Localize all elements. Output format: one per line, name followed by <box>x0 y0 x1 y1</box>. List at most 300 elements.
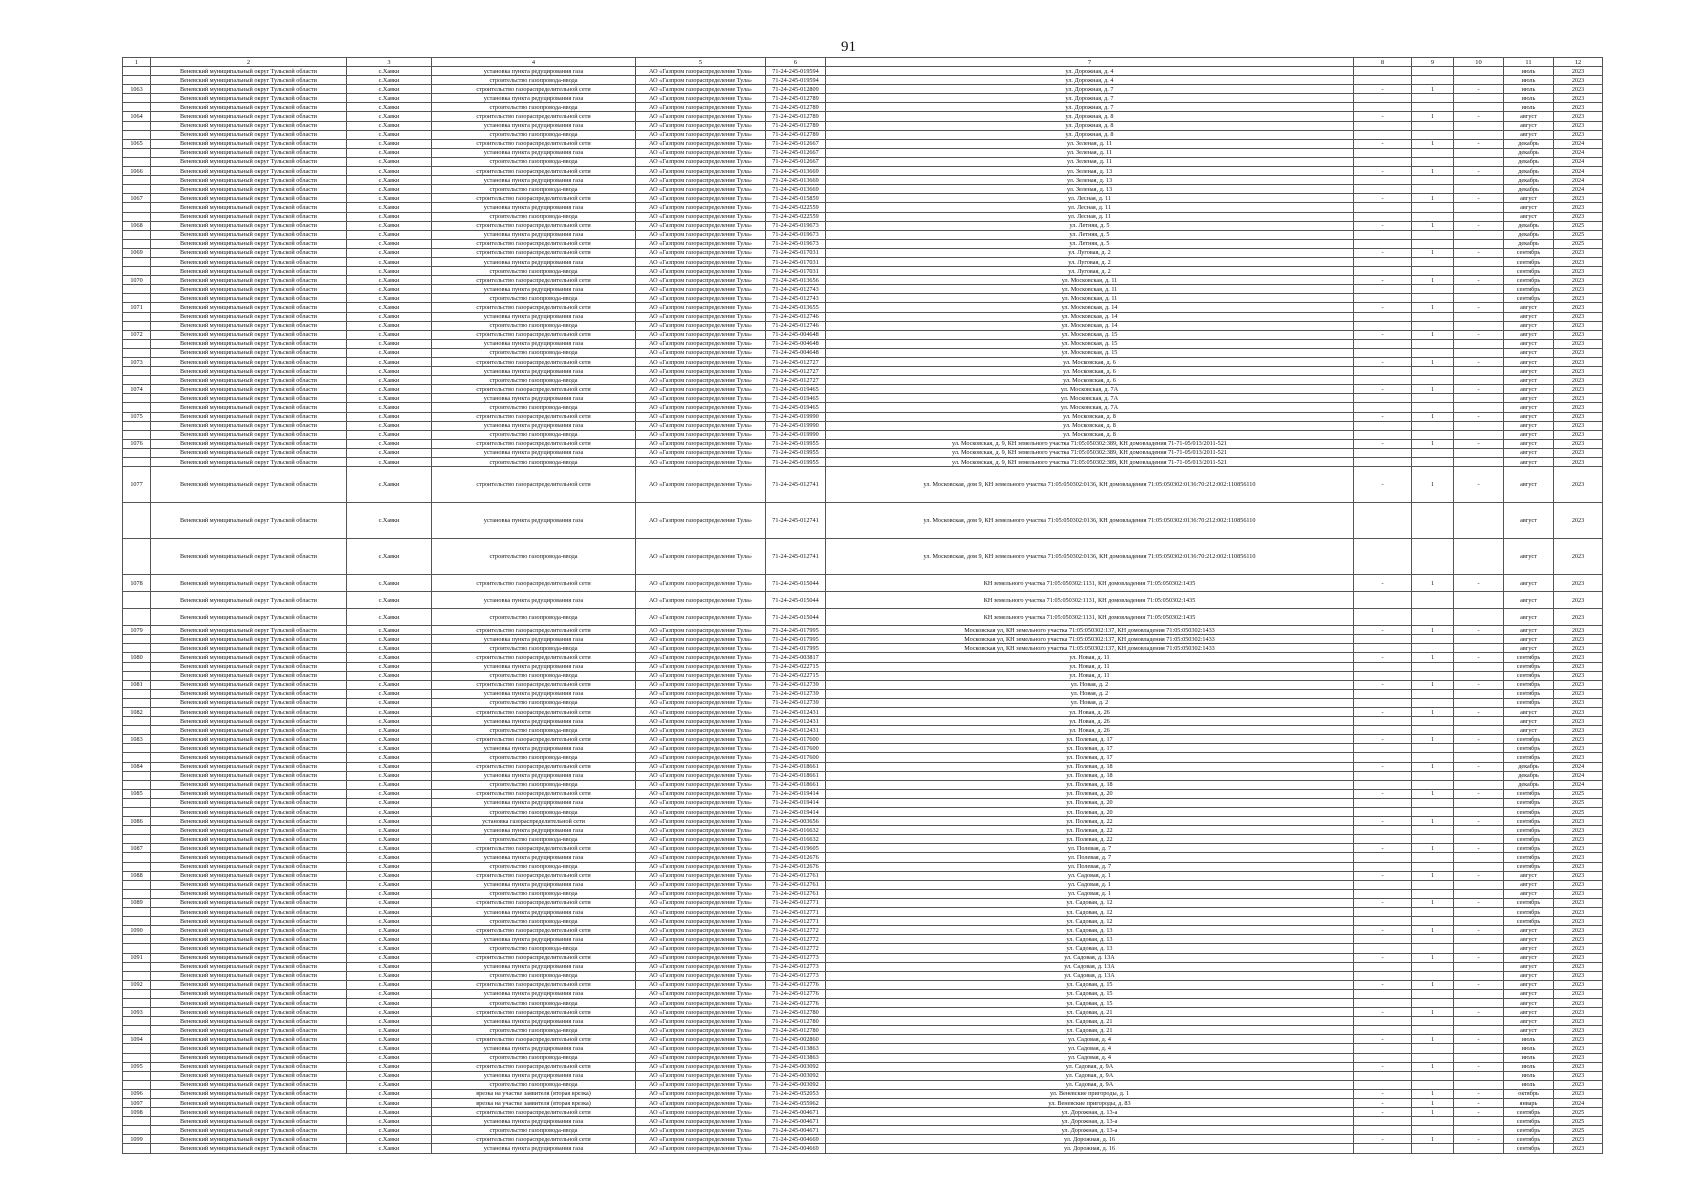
municipality-cell: Веневский муниципальный округ Тульской области <box>151 644 347 653</box>
year-cell: 2023 <box>1554 358 1603 367</box>
work-type-cell: строительство газораспределительной сети <box>432 221 636 230</box>
row-number-cell: 1083 <box>123 735 151 744</box>
municipality-cell: Веневский муниципальный округ Тульской области <box>151 726 347 735</box>
settlement-cell: с.Хавки <box>347 575 432 592</box>
municipality-cell: Веневский муниципальный округ Тульской области <box>151 294 347 303</box>
month-cell: август <box>1504 707 1554 716</box>
table-row <box>123 503 1603 539</box>
address-cell: ул. Садовая, д. 13А <box>826 962 1354 971</box>
month-cell: август <box>1504 1008 1554 1017</box>
municipality-cell: Веневский муниципальный округ Тульской области <box>151 671 347 680</box>
col-10-cell: - <box>1454 626 1504 635</box>
row-number-cell <box>123 157 151 166</box>
address-cell: ул. Садовая, д. 9А <box>826 1062 1354 1071</box>
year-cell: 2025 <box>1554 221 1603 230</box>
table-row <box>123 194 1603 203</box>
row-number-cell <box>123 689 151 698</box>
organization-cell: АО «Газпром газораспределение Тула» <box>636 671 766 680</box>
col-8-cell <box>1354 862 1412 871</box>
work-type-cell: строительство газопровода-ввода <box>432 403 636 412</box>
month-cell: август <box>1504 412 1554 421</box>
col-10-cell: - <box>1454 276 1504 285</box>
settlement-cell: с.Хавки <box>347 662 432 671</box>
table-row <box>123 726 1603 735</box>
col-10-cell: - <box>1454 221 1504 230</box>
table-row <box>123 862 1603 871</box>
col-9-cell <box>1412 448 1454 457</box>
application-number-cell: 71-24-245-012741 <box>766 467 826 503</box>
settlement-cell: с.Хавки <box>347 698 432 707</box>
row-number-cell: 1069 <box>123 248 151 257</box>
table-row <box>123 376 1603 385</box>
row-number-cell <box>123 698 151 707</box>
col-10-cell: - <box>1454 575 1504 592</box>
work-type-cell: установка пункта редуцирования газа <box>432 1117 636 1126</box>
work-type-cell: строительство газораспределительной сети <box>432 1035 636 1044</box>
year-cell: 2023 <box>1554 726 1603 735</box>
settlement-cell: с.Хавки <box>347 103 432 112</box>
month-cell: декабрь <box>1504 139 1554 148</box>
municipality-cell: Веневский муниципальный округ Тульской области <box>151 917 347 926</box>
organization-cell: АО «Газпром газораспределение Тула» <box>636 139 766 148</box>
application-number-cell: 71-24-245-012746 <box>766 321 826 330</box>
col-10-cell: - <box>1454 762 1504 771</box>
month-cell: сентябрь <box>1504 1144 1554 1153</box>
organization-cell: АО «Газпром газораспределение Тула» <box>636 212 766 221</box>
year-cell: 2023 <box>1554 1071 1603 1080</box>
application-number-cell: 71-24-245-018661 <box>766 762 826 771</box>
address-cell: ул. Московская, д. 11 <box>826 294 1354 303</box>
row-number-cell <box>123 998 151 1007</box>
settlement-cell: с.Хавки <box>347 439 432 448</box>
work-type-cell: строительство газопровода-ввода <box>432 835 636 844</box>
col-8-cell: - <box>1354 980 1412 989</box>
year-cell: 2025 <box>1554 1126 1603 1135</box>
address-cell: ул. Садовая, д. 9А <box>826 1080 1354 1089</box>
col-10-cell: - <box>1454 194 1504 203</box>
col-8-cell <box>1354 267 1412 276</box>
month-cell: август <box>1504 980 1554 989</box>
organization-cell: АО «Газпром газораспределение Тула» <box>636 707 766 716</box>
municipality-cell: Веневский муниципальный округ Тульской области <box>151 176 347 185</box>
year-cell: 2023 <box>1554 130 1603 139</box>
application-number-cell: 71-24-245-019465 <box>766 385 826 394</box>
col-8-cell: - <box>1354 871 1412 880</box>
col-8-cell <box>1354 458 1412 467</box>
organization-cell: АО «Газпром газораспределение Тула» <box>636 348 766 357</box>
organization-cell: АО «Газпром газораспределение Тула» <box>636 1126 766 1135</box>
municipality-cell: Веневский муниципальный округ Тульской области <box>151 962 347 971</box>
address-cell: ул. Полевая, д. 22 <box>826 826 1354 835</box>
col-10-cell: - <box>1454 303 1504 312</box>
month-cell: сентябрь <box>1504 798 1554 807</box>
column-header: 11 <box>1504 58 1554 67</box>
application-number-cell: 71-24-245-018661 <box>766 771 826 780</box>
application-number-cell: 71-24-245-012771 <box>766 908 826 917</box>
application-number-cell: 71-24-245-019955 <box>766 439 826 448</box>
application-number-cell: 71-24-245-004648 <box>766 330 826 339</box>
municipality-cell: Веневский муниципальный округ Тульской области <box>151 285 347 294</box>
col-9-cell <box>1412 103 1454 112</box>
work-type-cell: установка пункта редуцирования газа <box>432 203 636 212</box>
month-cell: декабрь <box>1504 239 1554 248</box>
application-number-cell: 71-24-245-004671 <box>766 1108 826 1117</box>
address-cell: ул. Московская, д. 11 <box>826 285 1354 294</box>
municipality-cell: Веневский муниципальный округ Тульской области <box>151 448 347 457</box>
table-row <box>123 1017 1603 1026</box>
organization-cell: АО «Газпром газораспределение Тула» <box>636 1062 766 1071</box>
application-number-cell: 71-24-245-012776 <box>766 989 826 998</box>
column-header: 6 <box>766 58 826 67</box>
table-row <box>123 953 1603 962</box>
col-9-cell <box>1412 671 1454 680</box>
settlement-cell: с.Хавки <box>347 358 432 367</box>
row-number-cell: 1077 <box>123 467 151 503</box>
year-cell: 2023 <box>1554 871 1603 880</box>
application-number-cell: 71-24-245-004648 <box>766 339 826 348</box>
col-9-cell: 1 <box>1412 1035 1454 1044</box>
year-cell: 2023 <box>1554 935 1603 944</box>
month-cell: август <box>1504 330 1554 339</box>
row-number-cell <box>123 539 151 575</box>
col-8-cell <box>1354 67 1412 76</box>
table-row <box>123 644 1603 653</box>
work-type-cell: строительство газораспределительной сети <box>432 707 636 716</box>
table-row <box>123 121 1603 130</box>
work-type-cell: установка газораспределительной сети <box>432 817 636 826</box>
gasification-schedule-table <box>122 57 1603 1154</box>
address-cell: ул. Московская, дом 9, КН земельного участка 71:05:050302:0136, КН домовладения 71:05:050302:0136:70:212:002:110856110 <box>826 467 1354 503</box>
col-8-cell <box>1354 230 1412 239</box>
address-cell: ул. Садовая, д. 13 <box>826 926 1354 935</box>
work-type-cell: строительство газораспределительной сети <box>432 248 636 257</box>
year-cell: 2023 <box>1554 439 1603 448</box>
municipality-cell: Веневский муниципальный округ Тульской области <box>151 662 347 671</box>
municipality-cell: Веневский муниципальный округ Тульской области <box>151 971 347 980</box>
organization-cell: АО «Газпром газораспределение Тула» <box>636 376 766 385</box>
col-9-cell <box>1412 203 1454 212</box>
settlement-cell: с.Хавки <box>347 1099 432 1108</box>
organization-cell: АО «Газпром газораспределение Тула» <box>636 148 766 157</box>
organization-cell: АО «Газпром газораспределение Тула» <box>636 421 766 430</box>
organization-cell: АО «Газпром газораспределение Тула» <box>636 908 766 917</box>
month-cell: декабрь <box>1504 167 1554 176</box>
address-cell: ул. Зеленая, д. 13 <box>826 167 1354 176</box>
month-cell: август <box>1504 880 1554 889</box>
month-cell: сентябрь <box>1504 680 1554 689</box>
settlement-cell: с.Хавки <box>347 539 432 575</box>
row-number-cell <box>123 294 151 303</box>
address-cell: ул. Полевая, д. 18 <box>826 762 1354 771</box>
address-cell: ул. Дорожная, д. 13-а <box>826 1108 1354 1117</box>
organization-cell: АО «Газпром газораспределение Тула» <box>636 503 766 539</box>
col-10-cell <box>1454 1117 1504 1126</box>
row-number-cell: 1070 <box>123 276 151 285</box>
row-number-cell <box>123 971 151 980</box>
address-cell: ул. Летняя, д. 5 <box>826 221 1354 230</box>
table-row <box>123 539 1603 575</box>
year-cell: 2023 <box>1554 467 1603 503</box>
year-cell: 2023 <box>1554 844 1603 853</box>
table-row <box>123 430 1603 439</box>
col-10-cell <box>1454 94 1504 103</box>
organization-cell: АО «Газпром газораспределение Тула» <box>636 698 766 707</box>
col-10-cell <box>1454 908 1504 917</box>
address-cell: ул. Веневские пригороды, д. 1 <box>826 1089 1354 1098</box>
application-number-cell: 71-24-245-017600 <box>766 735 826 744</box>
municipality-cell: Веневский муниципальный округ Тульской области <box>151 76 347 85</box>
column-header: 5 <box>636 58 766 67</box>
organization-cell: АО «Газпром газораспределение Тула» <box>636 257 766 266</box>
address-cell: ул. Луговая, д. 2 <box>826 267 1354 276</box>
address-cell: ул. Московская, д. 8 <box>826 421 1354 430</box>
col-9-cell <box>1412 853 1454 862</box>
row-number-cell <box>123 130 151 139</box>
row-number-cell <box>123 458 151 467</box>
application-number-cell: 71-24-245-019990 <box>766 421 826 430</box>
row-number-cell <box>123 121 151 130</box>
year-cell: 2023 <box>1554 421 1603 430</box>
municipality-cell: Веневский муниципальный округ Тульской области <box>151 394 347 403</box>
work-type-cell: установка пункта редуцирования газа <box>432 394 636 403</box>
year-cell: 2023 <box>1554 653 1603 662</box>
settlement-cell: с.Хавки <box>347 248 432 257</box>
row-number-cell: 1067 <box>123 194 151 203</box>
col-9-cell <box>1412 403 1454 412</box>
application-number-cell: 71-24-245-012773 <box>766 953 826 962</box>
col-8-cell: - <box>1354 898 1412 907</box>
month-cell: август <box>1504 394 1554 403</box>
year-cell: 2023 <box>1554 744 1603 753</box>
col-10-cell <box>1454 971 1504 980</box>
row-number-cell <box>123 592 151 609</box>
organization-cell: АО «Газпром газораспределение Тула» <box>636 112 766 121</box>
municipality-cell: Веневский муниципальный округ Тульской области <box>151 212 347 221</box>
municipality-cell: Веневский муниципальный округ Тульской области <box>151 403 347 412</box>
row-number-cell: 1093 <box>123 1008 151 1017</box>
month-cell: август <box>1504 871 1554 880</box>
settlement-cell: с.Хавки <box>347 1117 432 1126</box>
municipality-cell: Веневский муниципальный округ Тульской области <box>151 635 347 644</box>
year-cell: 2025 <box>1554 798 1603 807</box>
col-9-cell <box>1412 157 1454 166</box>
municipality-cell: Веневский муниципальный округ Тульской области <box>151 312 347 321</box>
application-number-cell: 71-24-245-012431 <box>766 726 826 735</box>
col-8-cell <box>1354 753 1412 762</box>
col-8-cell <box>1354 312 1412 321</box>
year-cell: 2023 <box>1554 644 1603 653</box>
col-9-cell: 1 <box>1412 653 1454 662</box>
col-9-cell <box>1412 130 1454 139</box>
settlement-cell: с.Хавки <box>347 953 432 962</box>
settlement-cell: с.Хавки <box>347 592 432 609</box>
row-number-cell: 1074 <box>123 385 151 394</box>
application-number-cell: 71-24-245-022715 <box>766 671 826 680</box>
col-8-cell <box>1354 130 1412 139</box>
application-number-cell: 71-24-245-012761 <box>766 889 826 898</box>
month-cell: декабрь <box>1504 230 1554 239</box>
year-cell: 2023 <box>1554 998 1603 1007</box>
month-cell: сентябрь <box>1504 257 1554 266</box>
municipality-cell: Веневский муниципальный округ Тульской области <box>151 1117 347 1126</box>
month-cell: август <box>1504 609 1554 626</box>
column-header: 12 <box>1554 58 1603 67</box>
municipality-cell: Веневский муниципальный округ Тульской области <box>151 148 347 157</box>
col-8-cell: - <box>1354 953 1412 962</box>
col-8-cell: - <box>1354 1035 1412 1044</box>
col-9-cell <box>1412 917 1454 926</box>
work-type-cell: строительство газопровода-ввода <box>432 539 636 575</box>
application-number-cell: 71-24-245-022715 <box>766 662 826 671</box>
col-9-cell <box>1412 971 1454 980</box>
application-number-cell: 71-24-245-019414 <box>766 798 826 807</box>
organization-cell: АО «Газпром газораспределение Тула» <box>636 303 766 312</box>
month-cell: август <box>1504 348 1554 357</box>
address-cell: ул. Дорожная, д. 7 <box>826 94 1354 103</box>
organization-cell: АО «Газпром газораспределение Тула» <box>636 321 766 330</box>
row-number-cell: 1097 <box>123 1099 151 1108</box>
month-cell: август <box>1504 998 1554 1007</box>
table-row <box>123 248 1603 257</box>
address-cell: ул. Московская, д. 14 <box>826 321 1354 330</box>
application-number-cell: 71-24-245-019673 <box>766 221 826 230</box>
row-number-cell: 1078 <box>123 575 151 592</box>
year-cell: 2023 <box>1554 503 1603 539</box>
settlement-cell: с.Хавки <box>347 726 432 735</box>
application-number-cell: 71-24-245-012746 <box>766 312 826 321</box>
col-8-cell <box>1354 908 1412 917</box>
organization-cell: АО «Газпром газораспределение Тула» <box>636 635 766 644</box>
application-number-cell: 71-24-245-022559 <box>766 203 826 212</box>
row-number-cell <box>123 798 151 807</box>
row-number-cell <box>123 862 151 871</box>
work-type-cell: строительство газораспределительной сети <box>432 653 636 662</box>
application-number-cell: 71-24-245-012789 <box>766 103 826 112</box>
col-10-cell <box>1454 176 1504 185</box>
col-8-cell <box>1354 771 1412 780</box>
table-row <box>123 944 1603 953</box>
row-number-cell: 1080 <box>123 653 151 662</box>
col-10-cell <box>1454 148 1504 157</box>
municipality-cell: Веневский муниципальный округ Тульской области <box>151 303 347 312</box>
municipality-cell: Веневский муниципальный округ Тульской области <box>151 430 347 439</box>
work-type-cell: строительство газопровода-ввода <box>432 1026 636 1035</box>
table-row <box>123 707 1603 716</box>
year-cell: 2023 <box>1554 698 1603 707</box>
municipality-cell: Веневский муниципальный округ Тульской области <box>151 926 347 935</box>
application-number-cell: 71-24-245-002860 <box>766 1035 826 1044</box>
col-10-cell <box>1454 267 1504 276</box>
row-number-cell <box>123 726 151 735</box>
col-8-cell: - <box>1354 112 1412 121</box>
application-number-cell: 71-24-245-012741 <box>766 503 826 539</box>
col-8-cell <box>1354 989 1412 998</box>
settlement-cell: с.Хавки <box>347 1126 432 1135</box>
col-8-cell <box>1354 421 1412 430</box>
year-cell: 2024 <box>1554 157 1603 166</box>
table-row <box>123 771 1603 780</box>
year-cell: 2023 <box>1554 671 1603 680</box>
settlement-cell: с.Хавки <box>347 230 432 239</box>
month-cell: август <box>1504 430 1554 439</box>
col-10-cell: - <box>1454 85 1504 94</box>
application-number-cell: 71-24-245-012780 <box>766 1026 826 1035</box>
work-type-cell: строительство газораспределительной сети <box>432 871 636 880</box>
address-cell: ул. Дорожная, д. 7 <box>826 103 1354 112</box>
municipality-cell: Веневский муниципальный округ Тульской области <box>151 826 347 835</box>
settlement-cell: с.Хавки <box>347 130 432 139</box>
organization-cell: АО «Газпром газораспределение Тула» <box>636 403 766 412</box>
application-number-cell: 71-24-245-012727 <box>766 376 826 385</box>
col-9-cell <box>1412 1026 1454 1035</box>
settlement-cell: с.Хавки <box>347 680 432 689</box>
col-8-cell <box>1354 935 1412 944</box>
organization-cell: АО «Газпром газораспределение Тула» <box>636 653 766 662</box>
work-type-cell: строительство газораспределительной сети <box>432 626 636 635</box>
year-cell: 2023 <box>1554 276 1603 285</box>
organization-cell: АО «Газпром газораспределение Тула» <box>636 85 766 94</box>
col-9-cell: 1 <box>1412 817 1454 826</box>
col-10-cell <box>1454 394 1504 403</box>
month-cell: август <box>1504 889 1554 898</box>
month-cell: декабрь <box>1504 148 1554 157</box>
table-row <box>123 762 1603 771</box>
year-cell: 2023 <box>1554 394 1603 403</box>
address-cell: ул. Московская, д. 7А <box>826 394 1354 403</box>
col-8-cell <box>1354 539 1412 575</box>
col-10-cell <box>1454 717 1504 726</box>
table-row <box>123 294 1603 303</box>
col-9-cell: 1 <box>1412 248 1454 257</box>
col-8-cell: - <box>1354 626 1412 635</box>
row-number-cell: 1073 <box>123 358 151 367</box>
organization-cell: АО «Газпром газораспределение Тула» <box>636 185 766 194</box>
application-number-cell: 71-24-245-012743 <box>766 294 826 303</box>
organization-cell: АО «Газпром газораспределение Тула» <box>636 789 766 798</box>
settlement-cell: с.Хавки <box>347 1044 432 1053</box>
row-number-cell <box>123 1026 151 1035</box>
col-9-cell <box>1412 321 1454 330</box>
month-cell: июль <box>1504 1053 1554 1062</box>
address-cell: ул. Московская, д. 8 <box>826 430 1354 439</box>
application-number-cell: 71-24-245-012676 <box>766 862 826 871</box>
settlement-cell: с.Хавки <box>347 707 432 716</box>
table-row <box>123 753 1603 762</box>
year-cell: 2023 <box>1554 1008 1603 1017</box>
work-type-cell: установка пункта редуцирования газа <box>432 1144 636 1153</box>
address-cell: ул. Московская, д. 9, КН земельного участка 71:05:050302:389, КН домовладения 71-71-05/013/2011-521 <box>826 439 1354 448</box>
work-type-cell: строительство газораспределительной сети <box>432 167 636 176</box>
application-number-cell: 71-24-245-003092 <box>766 1062 826 1071</box>
address-cell: ул. Садовая, д. 13А <box>826 971 1354 980</box>
column-header: 3 <box>347 58 432 67</box>
organization-cell: АО «Газпром газораспределение Тула» <box>636 935 766 944</box>
row-number-cell: 1085 <box>123 789 151 798</box>
col-8-cell <box>1354 185 1412 194</box>
work-type-cell: строительство газопровода-ввода <box>432 130 636 139</box>
year-cell: 2023 <box>1554 112 1603 121</box>
municipality-cell: Веневский муниципальный округ Тульской области <box>151 458 347 467</box>
col-10-cell <box>1454 421 1504 430</box>
application-number-cell: 71-24-245-019594 <box>766 76 826 85</box>
application-number-cell: 71-24-245-012739 <box>766 698 826 707</box>
col-10-cell <box>1454 592 1504 609</box>
work-type-cell: строительство газораспределительной сети <box>432 303 636 312</box>
municipality-cell: Веневский муниципальный округ Тульской области <box>151 717 347 726</box>
address-cell: ул. Московская, д. 15 <box>826 348 1354 357</box>
address-cell: ул. Московская, д. 15 <box>826 330 1354 339</box>
year-cell: 2023 <box>1554 835 1603 844</box>
